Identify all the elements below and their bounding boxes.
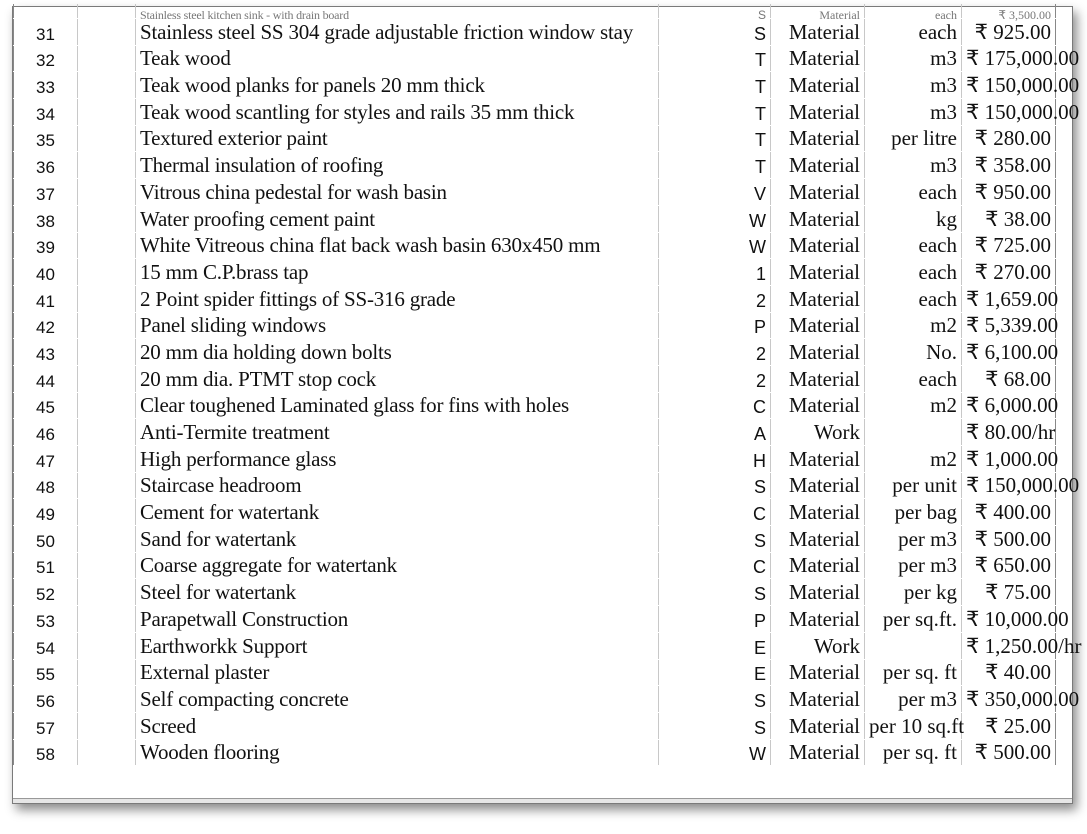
table-row[interactable]	[14, 659, 1056, 686]
cell-description[interactable]: Parapetwall Construction	[136, 606, 659, 633]
cell-blank[interactable]	[78, 205, 136, 232]
cell-type[interactable]: Material	[771, 499, 865, 526]
cell-row-number[interactable]: 49	[14, 499, 78, 526]
table-row[interactable]	[14, 339, 1056, 366]
table-row[interactable]	[14, 19, 1056, 46]
cell-unit[interactable]: m3	[865, 72, 962, 99]
cell-letter[interactable]: S	[659, 579, 771, 606]
cell-price[interactable]: ₹ 150,000.00	[962, 472, 1056, 499]
cell-blank[interactable]	[78, 4, 136, 19]
cell-row-number[interactable]: 40	[14, 259, 78, 286]
cell-blank[interactable]	[78, 579, 136, 606]
cell-unit[interactable]	[865, 632, 962, 659]
cell-blank[interactable]	[78, 712, 136, 739]
cell-blank[interactable]	[78, 446, 136, 473]
cell-letter[interactable]: T	[659, 72, 771, 99]
cell-row-number[interactable]: 44	[14, 365, 78, 392]
cell-price[interactable]: ₹ 40.00	[962, 659, 1056, 686]
spreadsheet-frame	[12, 6, 1082, 804]
cell-letter[interactable]: T	[659, 99, 771, 126]
cell-price[interactable]: ₹ 500.00	[962, 526, 1056, 553]
table-row[interactable]	[14, 152, 1056, 179]
cell-type[interactable]: Material	[771, 392, 865, 419]
cell-description[interactable]: Coarse aggregate for watertank	[136, 552, 659, 579]
cell-row-number[interactable]: 33	[14, 72, 78, 99]
cell-price[interactable]: ₹ 270.00	[962, 259, 1056, 286]
cell-letter[interactable]: A	[659, 419, 771, 446]
cell-row-number[interactable]: 57	[14, 712, 78, 739]
cell-blank[interactable]	[78, 392, 136, 419]
cell-price[interactable]: ₹ 175,000.00	[962, 45, 1056, 72]
cell-description[interactable]: 20 mm dia. PTMT stop cock	[136, 365, 659, 392]
cell-letter[interactable]: S	[659, 4, 771, 19]
table-row-partial[interactable]	[14, 4, 1056, 19]
cell-row-number[interactable]: 58	[14, 739, 78, 766]
cell-description[interactable]: Clear toughened Laminated glass for fins with holes	[136, 392, 659, 419]
cell-type[interactable]: Material	[771, 712, 865, 739]
cell-unit[interactable]: per sq. ft	[865, 659, 962, 686]
cell-description[interactable]: High performance glass	[136, 446, 659, 473]
cell-row-number[interactable]: 47	[14, 446, 78, 473]
cell-type[interactable]: Material	[771, 232, 865, 259]
cell-price[interactable]: ₹ 5,339.00	[962, 312, 1056, 339]
cell-row-number[interactable]: 45	[14, 392, 78, 419]
cell-description[interactable]: Anti-Termite treatment	[136, 419, 659, 446]
cell-price[interactable]: ₹ 500.00	[962, 739, 1056, 766]
cell-blank[interactable]	[78, 99, 136, 126]
cell-description[interactable]: Earthworkk Support	[136, 632, 659, 659]
cell-description[interactable]: Thermal insulation of roofing	[136, 152, 659, 179]
cell-letter[interactable]: E	[659, 632, 771, 659]
cell-blank[interactable]	[78, 232, 136, 259]
cell-type[interactable]: Material	[771, 606, 865, 633]
cell-description[interactable]: Teak wood scantling for styles and rails 35 mm thick	[136, 99, 659, 126]
cell-unit[interactable]: m3	[865, 99, 962, 126]
cell-unit[interactable]: m3	[865, 45, 962, 72]
cell-letter[interactable]: H	[659, 446, 771, 473]
cell-blank[interactable]	[78, 686, 136, 713]
cell-price[interactable]: ₹ 350,000.00	[962, 686, 1056, 713]
cell-type[interactable]: Material	[771, 526, 865, 553]
cell-description[interactable]: Textured exterior paint	[136, 125, 659, 152]
table-row[interactable]	[14, 472, 1056, 499]
cell-price[interactable]: ₹ 400.00	[962, 499, 1056, 526]
cell-unit[interactable]: m3	[865, 152, 962, 179]
cell-blank[interactable]	[78, 45, 136, 72]
cell-blank[interactable]	[78, 19, 136, 46]
cell-row-number[interactable]: 39	[14, 232, 78, 259]
cell-blank[interactable]	[78, 179, 136, 206]
cell-type[interactable]: Work	[771, 632, 865, 659]
cell-price[interactable]: ₹ 6,100.00	[962, 339, 1056, 366]
cell-description[interactable]: 15 mm C.P.brass tap	[136, 259, 659, 286]
cell-price[interactable]: ₹ 68.00	[962, 365, 1056, 392]
cell-price[interactable]: ₹ 1,250.00/hr	[962, 632, 1056, 659]
cell-type[interactable]: Work	[771, 419, 865, 446]
cell-price[interactable]: ₹ 3,500.00	[962, 4, 1056, 19]
cell-type[interactable]: Material	[771, 19, 865, 46]
cell-letter[interactable]: T	[659, 45, 771, 72]
table-row[interactable]	[14, 739, 1056, 766]
cell-unit[interactable]: per m3	[865, 686, 962, 713]
cell-row-number[interactable]: 37	[14, 179, 78, 206]
cell-blank[interactable]	[78, 312, 136, 339]
cell-letter[interactable]: S	[659, 712, 771, 739]
cell-unit[interactable]: each	[865, 4, 962, 19]
cell-price[interactable]: ₹ 150,000.00	[962, 99, 1056, 126]
cell-description[interactable]: 20 mm dia holding down bolts	[136, 339, 659, 366]
table-row[interactable]	[14, 712, 1056, 739]
cell-unit[interactable]	[865, 419, 962, 446]
cell-description[interactable]: Teak wood planks for panels 20 mm thick	[136, 72, 659, 99]
cell-price[interactable]: ₹ 10,000.00	[962, 606, 1056, 633]
cell-description[interactable]: White Vitreous china flat back wash basin 630x450 mm	[136, 232, 659, 259]
cell-blank[interactable]	[78, 526, 136, 553]
cell-row-number[interactable]: 56	[14, 686, 78, 713]
cell-type[interactable]: Material	[771, 446, 865, 473]
cell-type[interactable]: Material	[771, 125, 865, 152]
cell-description[interactable]: Steel for watertank	[136, 579, 659, 606]
cell-row-number[interactable]	[14, 4, 78, 19]
table-row[interactable]	[14, 365, 1056, 392]
cell-type[interactable]: Material	[771, 285, 865, 312]
cell-type[interactable]: Material	[771, 45, 865, 72]
cell-letter[interactable]: 2	[659, 339, 771, 366]
cell-row-number[interactable]: 46	[14, 419, 78, 446]
cell-type[interactable]: Material	[771, 152, 865, 179]
cell-description[interactable]: Stainless steel kitchen sink - with drain board	[136, 4, 659, 19]
cell-blank[interactable]	[78, 606, 136, 633]
cell-row-number[interactable]: 43	[14, 339, 78, 366]
cell-unit[interactable]: per sq.ft.	[865, 606, 962, 633]
cell-description[interactable]: Self compacting concrete	[136, 686, 659, 713]
cell-type[interactable]: Material	[771, 72, 865, 99]
cell-description[interactable]: Stainless steel SS 304 grade adjustable friction window stay	[136, 19, 659, 46]
cell-price[interactable]: ₹ 75.00	[962, 579, 1056, 606]
cell-row-number[interactable]: 55	[14, 659, 78, 686]
table-row[interactable]	[14, 205, 1056, 232]
cell-blank[interactable]	[78, 419, 136, 446]
cell-letter[interactable]: W	[659, 205, 771, 232]
table-row[interactable]	[14, 125, 1056, 152]
cell-type[interactable]: Material	[771, 365, 865, 392]
cell-unit[interactable]: each	[865, 365, 962, 392]
cell-letter[interactable]: W	[659, 739, 771, 766]
cell-blank[interactable]	[78, 285, 136, 312]
cell-description[interactable]: Staircase headroom	[136, 472, 659, 499]
cell-blank[interactable]	[78, 632, 136, 659]
cell-row-number[interactable]: 50	[14, 526, 78, 553]
cell-letter[interactable]: V	[659, 179, 771, 206]
cell-row-number[interactable]: 54	[14, 632, 78, 659]
cell-blank[interactable]	[78, 259, 136, 286]
table-row[interactable]	[14, 552, 1056, 579]
table-row[interactable]	[14, 392, 1056, 419]
cell-unit[interactable]: each	[865, 19, 962, 46]
spreadsheet-table	[13, 4, 1082, 766]
cell-type[interactable]: Material	[771, 579, 865, 606]
spreadsheet-body	[14, 4, 1082, 766]
table-row[interactable]	[14, 232, 1056, 259]
cell-type[interactable]: Material	[771, 312, 865, 339]
cell-type[interactable]: Material	[771, 4, 865, 19]
cell-type[interactable]: Material	[771, 686, 865, 713]
cell-unit[interactable]: m2	[865, 392, 962, 419]
cell-price[interactable]: ₹ 925.00	[962, 19, 1056, 46]
cell-description[interactable]: Wooden flooring	[136, 739, 659, 766]
cell-unit[interactable]: m2	[865, 312, 962, 339]
cell-blank[interactable]	[78, 152, 136, 179]
cell-row-number[interactable]: 38	[14, 205, 78, 232]
cell-unit[interactable]: per m3	[865, 552, 962, 579]
cell-row-number[interactable]: 36	[14, 152, 78, 179]
cell-unit[interactable]: each	[865, 259, 962, 286]
table-row[interactable]	[14, 419, 1056, 446]
cell-price[interactable]: ₹ 950.00	[962, 179, 1056, 206]
cell-letter[interactable]: C	[659, 552, 771, 579]
cell-unit[interactable]: each	[865, 285, 962, 312]
table-row[interactable]	[14, 579, 1056, 606]
cell-row-number[interactable]: 51	[14, 552, 78, 579]
cell-unit[interactable]: m2	[865, 446, 962, 473]
cell-letter[interactable]: P	[659, 312, 771, 339]
cell-description[interactable]: Teak wood	[136, 45, 659, 72]
cell-blank[interactable]	[78, 365, 136, 392]
cell-unit[interactable]: per m3	[865, 526, 962, 553]
table-row[interactable]	[14, 99, 1056, 126]
cell-unit[interactable]: per litre	[865, 125, 962, 152]
table-row[interactable]	[14, 606, 1056, 633]
cell-unit[interactable]: per unit	[865, 472, 962, 499]
cell-unit[interactable]: per bag	[865, 499, 962, 526]
cell-row-number[interactable]: 53	[14, 606, 78, 633]
cell-price[interactable]: ₹ 25.00	[962, 712, 1056, 739]
cell-blank[interactable]	[78, 125, 136, 152]
cell-letter[interactable]: W	[659, 232, 771, 259]
cell-blank[interactable]	[78, 339, 136, 366]
table-row[interactable]	[14, 259, 1056, 286]
cell-blank[interactable]	[78, 739, 136, 766]
cell-type[interactable]: Material	[771, 205, 865, 232]
cell-type[interactable]: Material	[771, 659, 865, 686]
cell-type[interactable]: Material	[771, 739, 865, 766]
cell-blank[interactable]	[78, 552, 136, 579]
cell-letter[interactable]: E	[659, 659, 771, 686]
cell-price[interactable]: ₹ 150,000.00	[962, 72, 1056, 99]
table-row[interactable]	[14, 499, 1056, 526]
cell-price[interactable]: ₹ 80.00/hr	[962, 419, 1056, 446]
cell-blank[interactable]	[78, 499, 136, 526]
cell-price[interactable]: ₹ 1,659.00	[962, 285, 1056, 312]
cell-description[interactable]: Water proofing cement paint	[136, 205, 659, 232]
table-row[interactable]	[14, 686, 1056, 713]
cell-description[interactable]: 2 Point spider fittings of SS-316 grade	[136, 285, 659, 312]
cell-letter[interactable]: S	[659, 19, 771, 46]
cell-price[interactable]: ₹ 650.00	[962, 552, 1056, 579]
cell-letter[interactable]: P	[659, 606, 771, 633]
cell-row-number[interactable]: 32	[14, 45, 78, 72]
cell-type[interactable]: Material	[771, 339, 865, 366]
cell-price[interactable]: ₹ 280.00	[962, 125, 1056, 152]
cell-unit[interactable]: per kg	[865, 579, 962, 606]
cell-type[interactable]: Material	[771, 99, 865, 126]
cell-price[interactable]: ₹ 725.00	[962, 232, 1056, 259]
cell-description[interactable]: Panel sliding windows	[136, 312, 659, 339]
cell-row-number[interactable]: 52	[14, 579, 78, 606]
cell-letter[interactable]: S	[659, 472, 771, 499]
cell-type[interactable]: Material	[771, 472, 865, 499]
cell-letter[interactable]: S	[659, 526, 771, 553]
table-row[interactable]	[14, 72, 1056, 99]
cell-type[interactable]: Material	[771, 179, 865, 206]
cell-row-number[interactable]: 48	[14, 472, 78, 499]
cell-unit[interactable]: kg	[865, 205, 962, 232]
cell-unit[interactable]: per 10 sq.ft	[865, 712, 962, 739]
cell-description[interactable]: Screed	[136, 712, 659, 739]
cell-letter[interactable]: 2	[659, 285, 771, 312]
table-row[interactable]	[14, 312, 1056, 339]
cell-letter[interactable]: 1	[659, 259, 771, 286]
table-row[interactable]	[14, 632, 1056, 659]
cell-row-number[interactable]: 42	[14, 312, 78, 339]
cell-blank[interactable]	[78, 472, 136, 499]
cell-row-number[interactable]: 31	[14, 19, 78, 46]
cell-price[interactable]: ₹ 6,000.00	[962, 392, 1056, 419]
table-row[interactable]	[14, 285, 1056, 312]
cell-letter[interactable]: S	[659, 686, 771, 713]
table-row[interactable]	[14, 45, 1056, 72]
cell-type[interactable]: Material	[771, 259, 865, 286]
cell-letter[interactable]: T	[659, 125, 771, 152]
cell-unit[interactable]: per sq. ft	[865, 739, 962, 766]
cell-description[interactable]: Cement for watertank	[136, 499, 659, 526]
cell-row-number[interactable]: 35	[14, 125, 78, 152]
cell-row-number[interactable]: 34	[14, 99, 78, 126]
cell-type[interactable]: Material	[771, 552, 865, 579]
table-row[interactable]	[14, 526, 1056, 553]
table-row[interactable]	[14, 179, 1056, 206]
cell-description[interactable]: External plaster	[136, 659, 659, 686]
cell-letter[interactable]: C	[659, 392, 771, 419]
cell-description[interactable]: Vitrous china pedestal for wash basin	[136, 179, 659, 206]
cell-description[interactable]: Sand for watertank	[136, 526, 659, 553]
table-row[interactable]	[14, 446, 1056, 473]
cell-blank[interactable]	[78, 72, 136, 99]
cell-blank[interactable]	[78, 659, 136, 686]
cell-letter[interactable]: T	[659, 152, 771, 179]
grid-bottom-edge	[13, 798, 1072, 803]
cell-unit[interactable]: each	[865, 179, 962, 206]
cell-letter[interactable]: 2	[659, 365, 771, 392]
cell-letter[interactable]: C	[659, 499, 771, 526]
cell-price[interactable]: ₹ 1,000.00	[962, 446, 1056, 473]
cell-price[interactable]: ₹ 358.00	[962, 152, 1056, 179]
cell-unit[interactable]: each	[865, 232, 962, 259]
cell-row-number[interactable]: 41	[14, 285, 78, 312]
cell-price[interactable]: ₹ 38.00	[962, 205, 1056, 232]
cell-unit[interactable]: No.	[865, 339, 962, 366]
